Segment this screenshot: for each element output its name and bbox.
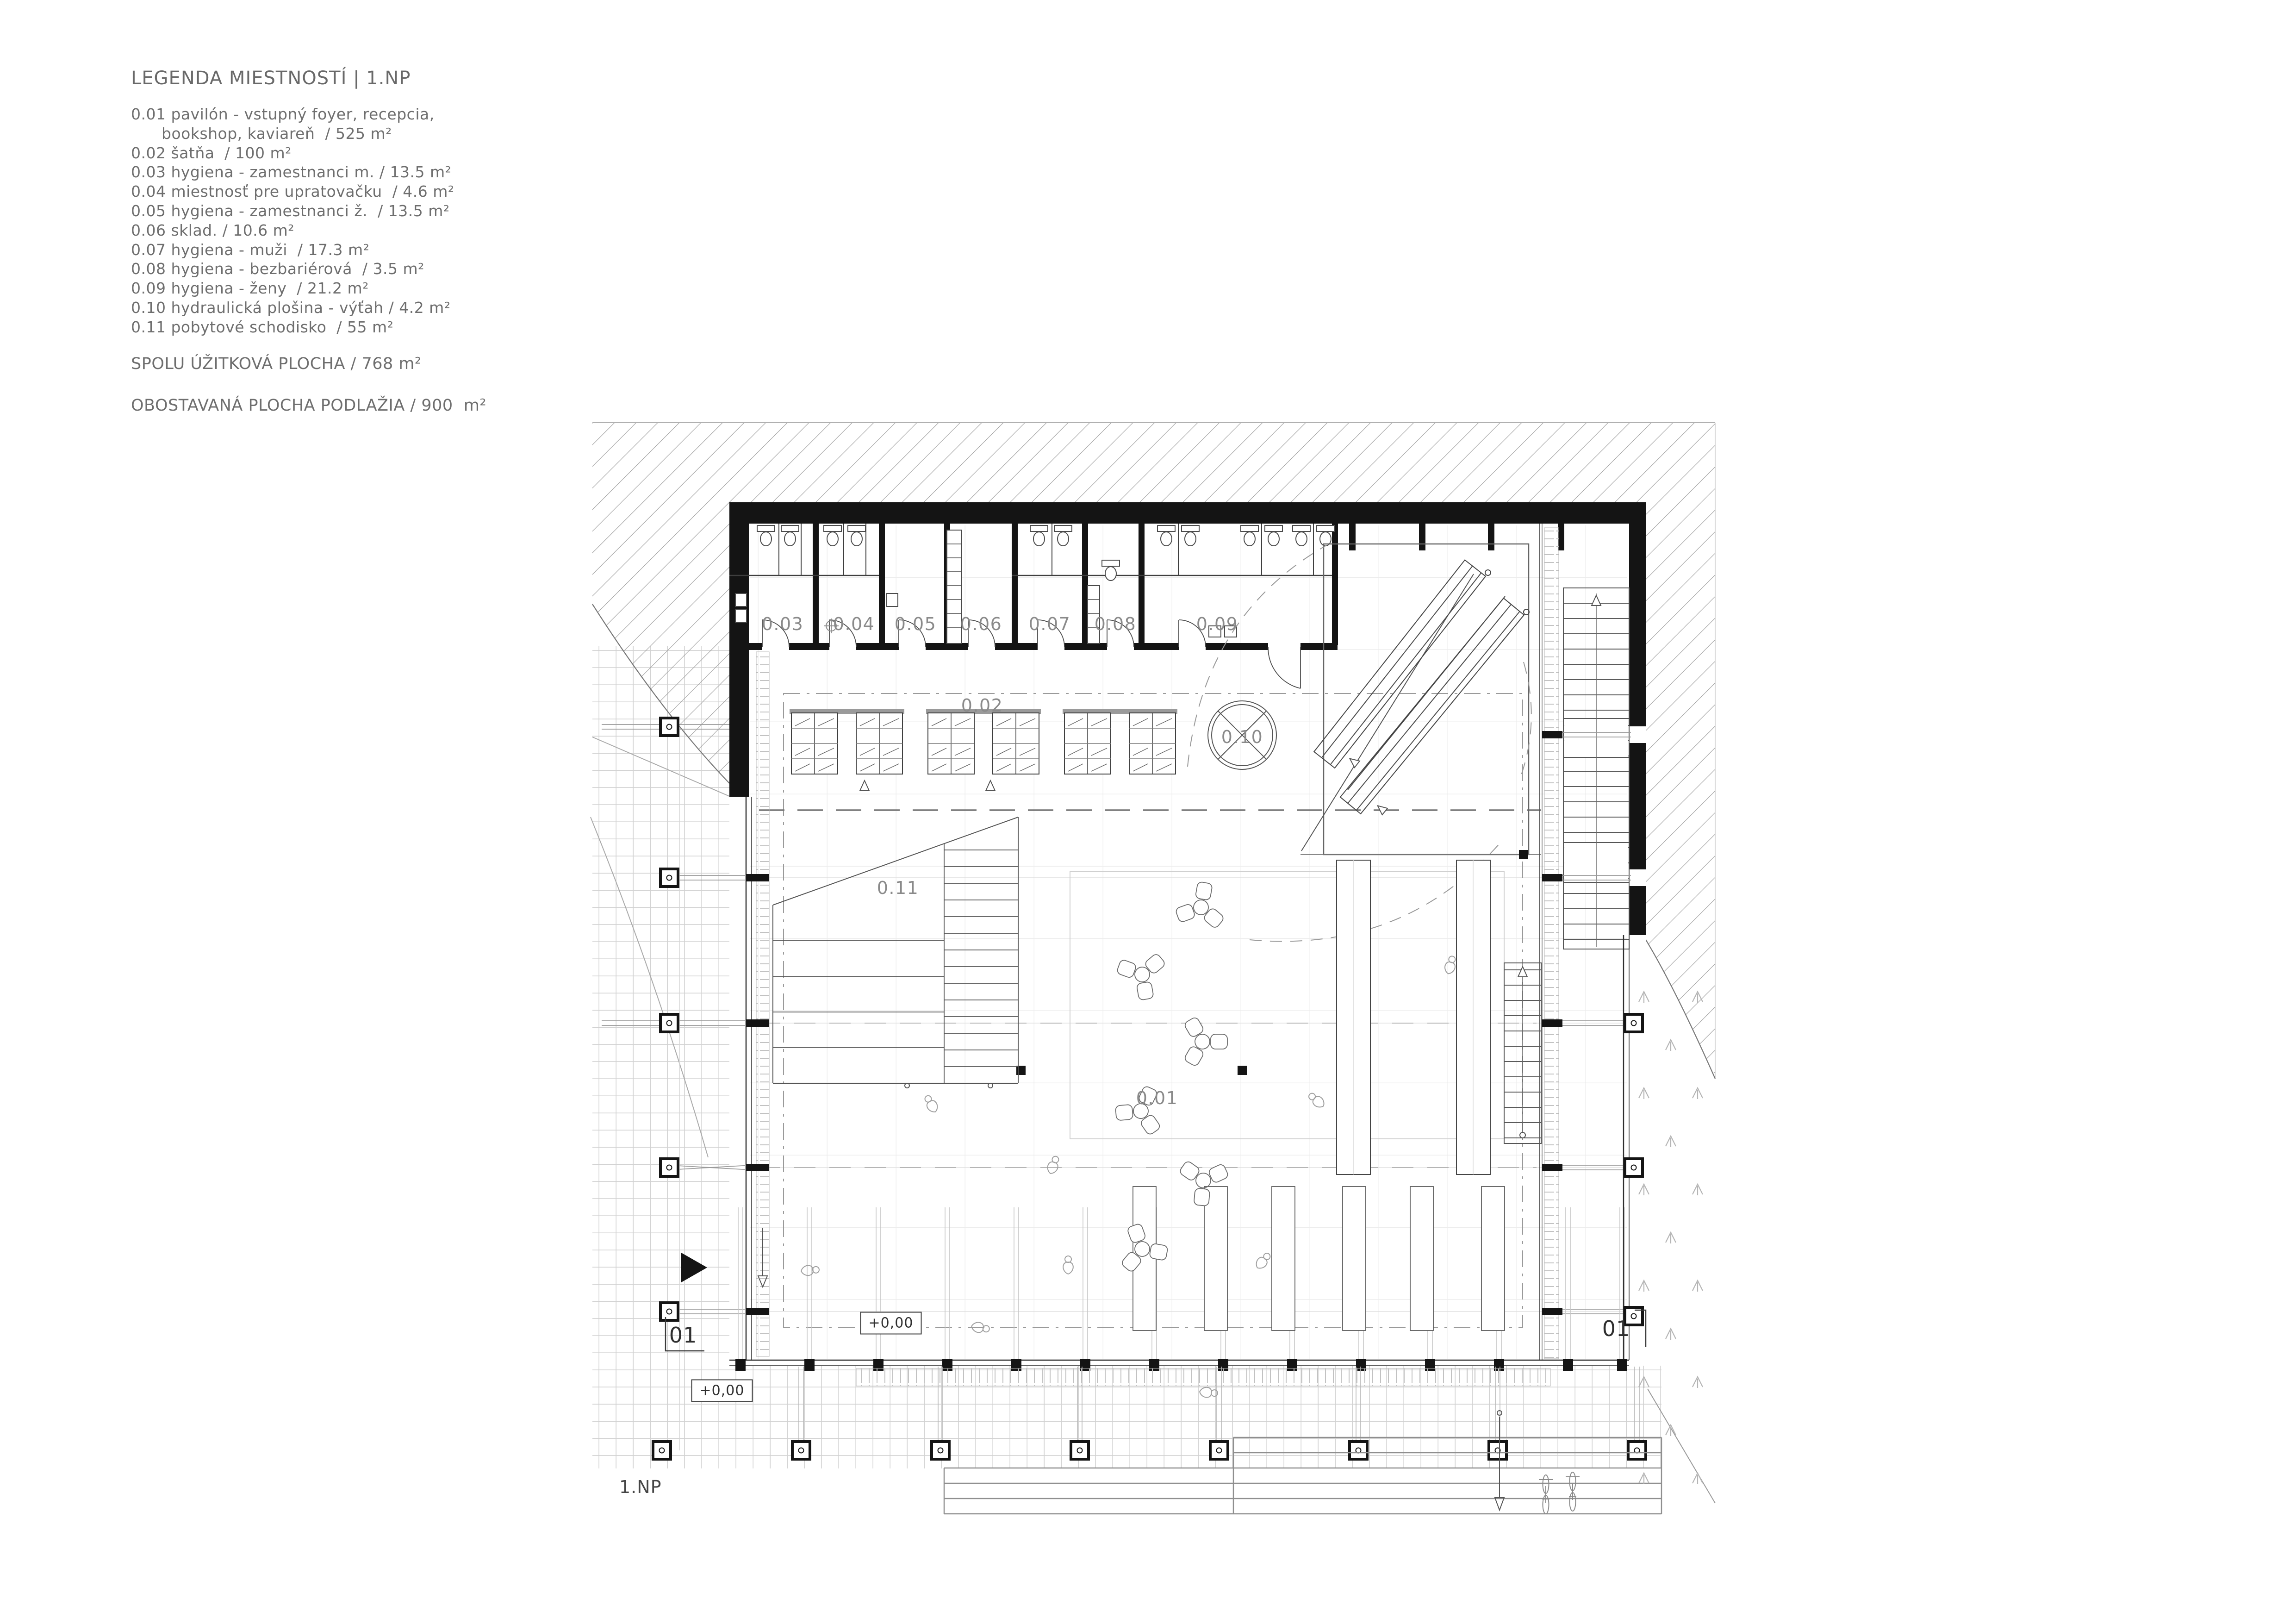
room-label-0.04: 0.04 — [833, 614, 875, 634]
legend-item: 0.06 sklad. / 10.6 m² — [131, 221, 295, 239]
legend-item: 0.02 šatňa / 100 m² — [131, 144, 292, 162]
floor-caption: 1.NP — [619, 1477, 662, 1497]
legend-item: 0.10 hydraulická plošina - výťah / 4.2 m² — [131, 298, 451, 317]
legend-item: 0.05 hygiena - zamestnanci ž. / 13.5 m² — [131, 201, 450, 220]
legend-item: 0.11 pobytové schodisko / 55 m² — [131, 318, 394, 336]
legend-title: LEGENDA MIESTNOSTÍ | 1.NP — [131, 68, 411, 89]
legend-total-usable-area: SPOLU ÚŽITKOVÁ PLOCHA / 768 m² — [131, 354, 422, 373]
room-label-0.09: 0.09 — [1196, 614, 1238, 634]
legend-item: 0.08 hygiena - bezbariérová / 3.5 m² — [131, 260, 424, 278]
legend-item: 0.09 hygiena - ženy / 21.2 m² — [131, 279, 369, 298]
level-mark-1: +0,00 — [691, 1380, 753, 1402]
room-label-0.03: 0.03 — [761, 614, 804, 634]
room-label-0.01: 0.01 — [1136, 1088, 1178, 1108]
room-label-0.08: 0.08 — [1094, 614, 1137, 634]
room-label-0.02: 0.02 — [961, 695, 1003, 716]
room-legend — [131, 68, 486, 415]
legend-item-list — [131, 105, 486, 337]
room-label-0.11: 0.11 — [877, 878, 919, 898]
room-label-0.05: 0.05 — [894, 614, 937, 634]
legend-built-up-area: OBOSTAVANÁ PLOCHA PODLAŽIA / 900 m² — [131, 396, 487, 415]
legend-item: 0.03 hygiena - zamestnanci m. / 13.5 m² — [131, 163, 452, 181]
legend-item: bookshop, kaviareň / 525 m² — [162, 124, 392, 143]
room-label-0.07: 0.07 — [1028, 614, 1071, 634]
room-label-0.10: 0.10 — [1221, 727, 1263, 747]
section-mark-left: 01 — [669, 1323, 697, 1348]
level-mark-0: +0,00 — [860, 1312, 922, 1335]
room-label-0.06: 0.06 — [960, 614, 1002, 634]
legend-item: 0.01 pavilón - vstupný foyer, recepcia, — [131, 105, 435, 123]
legend-item: 0.04 miestnosť pre upratovačku / 4.6 m² — [131, 182, 454, 201]
section-mark-right: 01 — [1602, 1316, 1630, 1341]
legend-item: 0.07 hygiena - muži / 17.3 m² — [131, 240, 370, 259]
